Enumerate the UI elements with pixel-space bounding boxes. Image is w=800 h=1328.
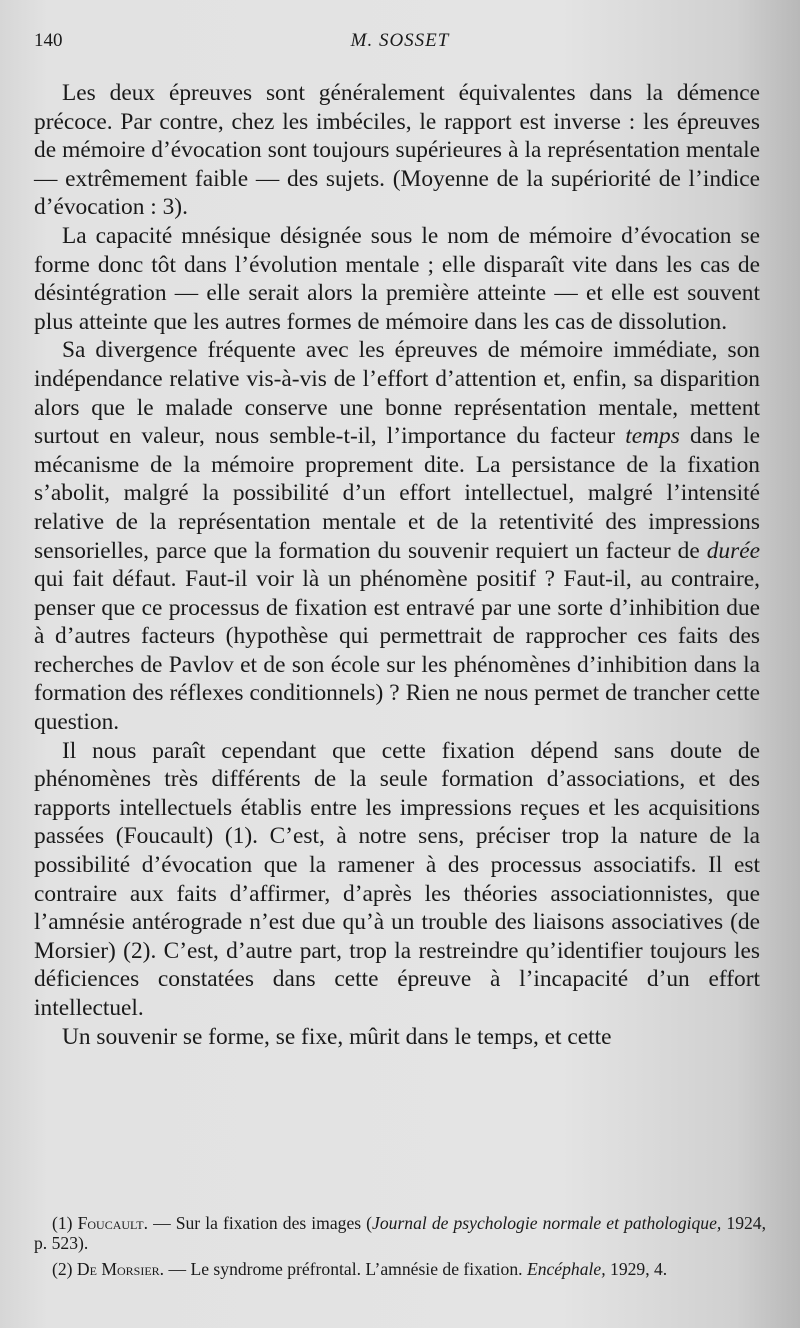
paragraph-1: Les deux épreuves sont généralement équivalentes dans la démence précoce. Par contre, chez les imbéciles, le rapport est inverse : les épreuves de mémoire d’évocation sont toujours supérieures à la représentation mentale — extrêmement faible — des sujets. (Moyenne de la supériorité de l’indice d’évocation : 3).: [34, 80, 760, 221]
emphasis-duree: durée: [706, 537, 760, 564]
footnote-1-author: Foucault.: [77, 1213, 148, 1233]
footnote-1: [34, 1213, 766, 1253]
page-header: [34, 30, 766, 60]
footnote-2: [34, 1259, 766, 1279]
paragraph-3-part-b: dans le mécanisme de la mémoire proprement dite. La persistance de la fixation s’abolit, malgré la possibilité d’un effort intellectuel, malgré l’intensité relative de la représentation mentale et de la retentivité des impressions sensorielles, parce que la formation du souvenir requiert un facteur de: [34, 423, 761, 564]
footnote-1-text: — Sur la fixation des images (: [153, 1213, 373, 1233]
footnote-1-marker: (1): [52, 1213, 73, 1233]
paragraph-2: La capacité mnésique désignée sous le nom de mémoire d’évocation se forme donc tôt dans l’évolution mentale ; elle disparaît vite dans les cas de désintégration — elle serait alors la première atteinte — et elle est souvent plus atteinte que les autres formes de mémoire dans les cas de dissolution.: [34, 222, 760, 335]
footnote-2-text: — Le syndrome préfrontal. L’amnésie de fixation.: [168, 1259, 523, 1279]
body-text: [34, 79, 760, 1051]
paragraph-3-part-a: Sa divergence fréquente avec les épreuves de mémoire immédiate, son indépendance relative vis-à-vis de l’effort d’attention et, enfin, sa disparition alors que le malade conserve une bonne représentation mentale, mettent surtout en valeur, nous semble-t-il, l’importance du facteur: [34, 337, 760, 450]
page-number: 140: [34, 30, 63, 51]
footnote-2-marker: (2): [52, 1259, 73, 1279]
emphasis-temps: temps: [625, 423, 680, 450]
footnotes: [34, 1213, 766, 1285]
footnote-2-rest: 1929, 4.: [610, 1259, 668, 1279]
footnote-2-journal: Encéphale,: [526, 1259, 606, 1279]
paragraph-5: Un souvenir se forme, se fixe, mûrit dans le temps, et cette: [62, 1023, 612, 1050]
footnote-1-rest: 1924, p. 523).: [34, 1213, 766, 1253]
paragraph-3: [34, 336, 760, 736]
running-title: M. SOSSET: [350, 30, 450, 51]
footnote-2-author: De Morsier.: [76, 1259, 165, 1279]
paragraph-4: Il nous paraît cependant que cette fixation dépend sans doute de phénomènes très différents de la seule formation d’associations, et des rapports intellectuels établis entre les impressions reçues et les acquisitions passées (Foucault) (1). C’est, à notre sens, préciser trop la nature de la possibilité d’évocation que la ramener à des processus associatifs. Il est contraire aux faits d’affirmer, d’après les théories associationnistes, que l’amnésie antérograde n’est due qu’à un trouble des liaisons associatives (de Morsier) (2). C’est, d’autre part, trop la restreindre qu’identifier toujours les déficiences constatées dans cette épreuve à l’incapacité d’un effort intellectuel.: [34, 737, 760, 1021]
footnote-1-journal: Journal de psychologie normale et pathologique,: [372, 1213, 722, 1233]
paragraph-3-part-c: qui fait défaut. Faut-il voir là un phénomène positif ? Faut-il, au contraire, penser que ce processus de fixation est entravé par une sorte d’inhibition due à d’autres facteurs (hypothèse qui permettrait de rapprocher ces faits des recherches de Pavlov et de son école sur les phénomènes d’inhibition dans la formation des réflexes conditionnels) ? Rien ne nous permet de trancher cette question.: [34, 566, 760, 736]
